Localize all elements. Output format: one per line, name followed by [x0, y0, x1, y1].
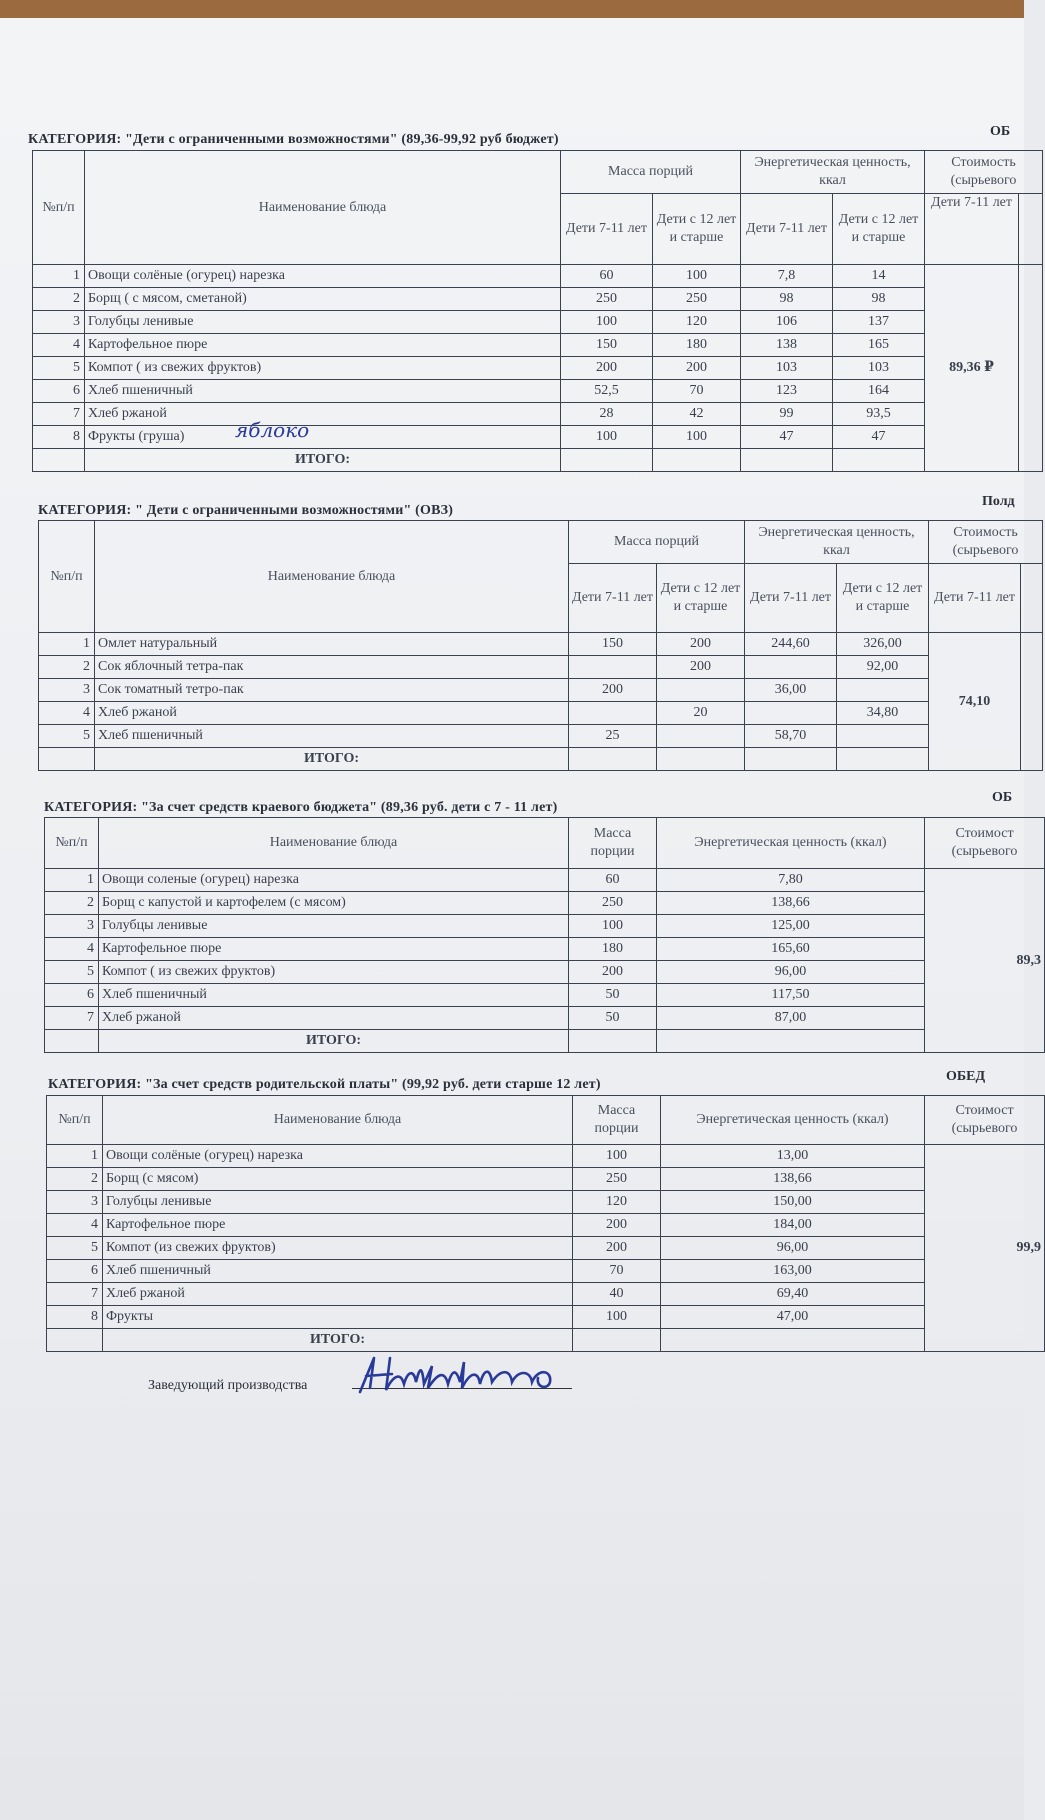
dish-name: Компот ( из свежих фруктов)	[99, 961, 569, 984]
table-edge	[0, 0, 1024, 18]
mass: 50	[569, 1007, 657, 1030]
mass: 200	[573, 1237, 661, 1260]
row-number: 6	[33, 380, 85, 403]
mass: 180	[569, 938, 657, 961]
total-row	[39, 748, 1043, 771]
energy: 87,00	[657, 1007, 925, 1030]
mass: 60	[569, 869, 657, 892]
col-cost-extra	[1019, 194, 1043, 265]
energy: 150,00	[661, 1191, 925, 1214]
mass-age1: 200	[569, 679, 657, 702]
section-2-table	[38, 520, 1043, 771]
energy: 13,00	[661, 1145, 925, 1168]
row-number: 3	[47, 1191, 103, 1214]
table-row	[45, 892, 1045, 915]
table-row	[39, 725, 1043, 748]
total-label: ИТОГО:	[99, 1030, 569, 1053]
energy: 96,00	[657, 961, 925, 984]
energy: 96,00	[661, 1237, 925, 1260]
row-number: 6	[47, 1260, 103, 1283]
table-row	[39, 633, 1043, 656]
manager-label: Заведующий производства	[148, 1378, 308, 1393]
total-row	[33, 449, 1043, 472]
row-number: 2	[47, 1168, 103, 1191]
cost-value: 89,36 ₽	[925, 265, 1019, 472]
mass: 200	[573, 1214, 661, 1237]
table-row	[47, 1168, 1045, 1191]
energy-age1: 244,60	[745, 633, 837, 656]
energy-age1: 123	[741, 380, 833, 403]
row-number: 5	[45, 961, 99, 984]
cost-value: 99,9	[925, 1145, 1045, 1352]
mass: 50	[569, 984, 657, 1007]
dish-name: Картофельное пюре	[99, 938, 569, 961]
energy: 125,00	[657, 915, 925, 938]
total-row	[45, 1030, 1045, 1053]
dish-name: Хлеб ржаной	[85, 403, 561, 426]
mass: 70	[573, 1260, 661, 1283]
col-energy-header: Энергетическая ценность (ккал)	[657, 818, 925, 869]
row-number: 2	[33, 288, 85, 311]
row-number: 5	[47, 1237, 103, 1260]
col-mass-age2: Дети с 12 лет и старше	[653, 194, 741, 265]
energy-age1: 98	[741, 288, 833, 311]
mass-age1: 100	[561, 426, 653, 449]
mass-age2: 42	[653, 403, 741, 426]
energy: 163,00	[661, 1260, 925, 1283]
table-row	[47, 1191, 1045, 1214]
col-num-header: №п/п	[45, 818, 99, 869]
col-mass-header: Масса порции	[569, 818, 657, 869]
mass: 250	[573, 1168, 661, 1191]
table-row	[33, 265, 1043, 288]
mass-age1: 100	[561, 311, 653, 334]
section-1-meal-label: ОБ	[990, 124, 1011, 139]
energy-age2: 92,00	[837, 656, 929, 679]
table-row	[45, 869, 1045, 892]
total-num	[33, 449, 85, 472]
table-row	[33, 426, 1043, 449]
dish-name: Борщ (с мясом)	[103, 1168, 573, 1191]
col-energy-age1: Дети 7-11 лет	[745, 564, 837, 633]
col-num-header: №п/п	[33, 151, 85, 265]
dish-name: Сок яблочный тетра-пак	[95, 656, 569, 679]
total-energy	[661, 1329, 925, 1352]
row-number: 4	[33, 334, 85, 357]
dish-name: Борщ ( с мясом, сметаной)	[85, 288, 561, 311]
dish-name: Хлеб пшеничный	[95, 725, 569, 748]
col-energy-header: Энергетическая ценность (ккал)	[661, 1096, 925, 1145]
dish-name: Хлеб ржаной	[95, 702, 569, 725]
mass-age2: 20	[657, 702, 745, 725]
energy-age2: 34,80	[837, 702, 929, 725]
energy-age1: 36,00	[745, 679, 837, 702]
mass: 100	[569, 915, 657, 938]
energy-age1: 58,70	[745, 725, 837, 748]
row-number: 8	[33, 426, 85, 449]
cost-extra	[1021, 633, 1043, 771]
row-number: 5	[33, 357, 85, 380]
dish-name: Компот ( из свежих фруктов)	[85, 357, 561, 380]
section-3-title: КАТЕГОРИЯ: "За счет средств краевого бюджета" (89,36 руб. дети с 7 - 11 лет)	[44, 800, 558, 815]
dish-name: Компот (из свежих фруктов)	[103, 1237, 573, 1260]
energy: 47,00	[661, 1306, 925, 1329]
total-mass-age2	[653, 449, 741, 472]
mass-age2: 100	[653, 426, 741, 449]
mass: 100	[573, 1145, 661, 1168]
table-row	[39, 656, 1043, 679]
table-row	[33, 357, 1043, 380]
row-number: 5	[39, 725, 95, 748]
handwritten-correction: яблоко	[235, 418, 310, 442]
row-number: 7	[33, 403, 85, 426]
energy: 69,40	[661, 1283, 925, 1306]
energy: 138,66	[657, 892, 925, 915]
col-energy-header: Энергетическая ценность, ккал	[741, 151, 925, 194]
dish-name: Хлеб ржаной	[99, 1007, 569, 1030]
mass-age2	[657, 725, 745, 748]
energy-age2: 93,5	[833, 403, 925, 426]
table-row	[39, 679, 1043, 702]
total-label: ИТОГО:	[103, 1329, 573, 1352]
col-cost-age1: Дети 7-11 лет	[925, 194, 1019, 265]
mass-age2: 250	[653, 288, 741, 311]
row-number: 1	[39, 633, 95, 656]
total-energy-age1	[741, 449, 833, 472]
col-cost-header: Стоимост (сырьевого	[925, 1096, 1045, 1145]
table-row	[47, 1214, 1045, 1237]
row-number: 2	[45, 892, 99, 915]
energy-age2: 47	[833, 426, 925, 449]
energy: 117,50	[657, 984, 925, 1007]
section-1-table	[32, 150, 1043, 472]
dish-name: Голубцы ленивые	[99, 915, 569, 938]
col-energy-age2: Дети с 12 лет и старше	[837, 564, 929, 633]
section-4-meal-label: ОБЕД	[946, 1069, 986, 1084]
table-row	[33, 403, 1043, 426]
mass-age2: 200	[657, 656, 745, 679]
table-row	[33, 288, 1043, 311]
energy-age2: 98	[833, 288, 925, 311]
row-number: 6	[45, 984, 99, 1007]
mass-age1	[569, 702, 657, 725]
section-2-title: КАТЕГОРИЯ: " Дети с ограниченными возможностями" (ОВЗ)	[38, 503, 454, 518]
total-label: ИТОГО:	[95, 748, 569, 771]
cost-value: 74,10	[929, 633, 1021, 771]
row-number: 8	[47, 1306, 103, 1329]
table-row	[47, 1260, 1045, 1283]
table-row	[33, 380, 1043, 403]
row-number: 7	[47, 1283, 103, 1306]
energy-age2	[837, 725, 929, 748]
table-row	[47, 1283, 1045, 1306]
table-row	[47, 1145, 1045, 1168]
mass: 120	[573, 1191, 661, 1214]
section-4-table	[46, 1095, 1045, 1352]
energy-age1	[745, 702, 837, 725]
energy-age1: 47	[741, 426, 833, 449]
mass: 200	[569, 961, 657, 984]
section-3-meal-label: ОБ	[992, 790, 1013, 805]
energy: 138,66	[661, 1168, 925, 1191]
col-mass-header: Масса порций	[561, 151, 741, 194]
table-row	[47, 1237, 1045, 1260]
dish-name: Хлеб пшеничный	[99, 984, 569, 1007]
energy-age1: 7,8	[741, 265, 833, 288]
mass-age2: 200	[653, 357, 741, 380]
col-num-header: №п/п	[47, 1096, 103, 1145]
col-num-header: №п/п	[39, 521, 95, 633]
energy-age2: 14	[833, 265, 925, 288]
total-mass-age2	[657, 748, 745, 771]
mass-age1: 250	[561, 288, 653, 311]
dish-name: Борщ с капустой и картофелем (с мясом)	[99, 892, 569, 915]
dish-name: Овощи солёные (огурец) нарезка	[85, 265, 561, 288]
energy-age1: 106	[741, 311, 833, 334]
mass-age2: 120	[653, 311, 741, 334]
energy-age2	[837, 679, 929, 702]
col-cost-header: Стоимость (сырьевого	[925, 151, 1043, 194]
dish-name: Хлеб пшеничный	[85, 380, 561, 403]
col-name-header: Наименование блюда	[103, 1096, 573, 1145]
col-energy-age1: Дети 7-11 лет	[741, 194, 833, 265]
total-mass-age1	[569, 748, 657, 771]
dish-name: Овощи соленые (огурец) нарезка	[99, 869, 569, 892]
col-energy-header: Энергетическая ценность, ккал	[745, 521, 929, 564]
row-number: 4	[45, 938, 99, 961]
mass-age2: 200	[657, 633, 745, 656]
mass-age2: 100	[653, 265, 741, 288]
table-row	[45, 915, 1045, 938]
section-1-title: КАТЕГОРИЯ: "Дети с ограниченными возможностями" (89,36-99,92 руб бюджет)	[28, 132, 559, 147]
energy-age1	[745, 656, 837, 679]
row-number: 3	[39, 679, 95, 702]
dish-name: Картофельное пюре	[85, 334, 561, 357]
dish-name: Хлеб ржаной	[103, 1283, 573, 1306]
total-num	[39, 748, 95, 771]
mass: 40	[573, 1283, 661, 1306]
table-row	[45, 984, 1045, 1007]
mass-age1: 52,5	[561, 380, 653, 403]
energy-age2: 137	[833, 311, 925, 334]
col-name-header: Наименование блюда	[99, 818, 569, 869]
mass-age1: 60	[561, 265, 653, 288]
cost-value: 89,3	[925, 869, 1045, 1053]
total-mass-age1	[561, 449, 653, 472]
col-mass-header: Масса порций	[569, 521, 745, 564]
total-energy-age2	[837, 748, 929, 771]
mass: 250	[569, 892, 657, 915]
total-num	[47, 1329, 103, 1352]
mass-age1: 25	[569, 725, 657, 748]
row-number: 2	[39, 656, 95, 679]
col-cost-header: Стоимость (сырьевого	[929, 521, 1043, 564]
energy-age2: 326,00	[837, 633, 929, 656]
energy: 7,80	[657, 869, 925, 892]
energy-age2: 164	[833, 380, 925, 403]
energy-age2: 165	[833, 334, 925, 357]
dish-name: Фрукты	[103, 1306, 573, 1329]
dish-name: Фрукты (груша) яблоко	[85, 426, 561, 449]
table-row	[33, 334, 1043, 357]
mass-age2	[657, 679, 745, 702]
dish-name: Картофельное пюре	[103, 1214, 573, 1237]
mass-age1: 200	[561, 357, 653, 380]
energy-age1: 138	[741, 334, 833, 357]
col-mass-age2: Дети с 12 лет и старше	[657, 564, 745, 633]
section-4-title: КАТЕГОРИЯ: "За счет средств родительской платы" (99,92 руб. дети старше 12 лет)	[48, 1077, 601, 1092]
dish-name: Хлеб пшеничный	[103, 1260, 573, 1283]
table-row	[47, 1306, 1045, 1329]
energy-age1: 103	[741, 357, 833, 380]
col-mass-age1: Дети 7-11 лет	[561, 194, 653, 265]
table-row	[45, 938, 1045, 961]
dish-name: Голубцы ленивые	[103, 1191, 573, 1214]
dish-name: Омлет натуральный	[95, 633, 569, 656]
table-row	[39, 702, 1043, 725]
row-number: 1	[47, 1145, 103, 1168]
mass-age1: 150	[561, 334, 653, 357]
mass-age2: 180	[653, 334, 741, 357]
row-number: 3	[33, 311, 85, 334]
section-3-table	[44, 817, 1045, 1053]
mass-age2: 70	[653, 380, 741, 403]
row-number: 1	[45, 869, 99, 892]
total-energy-age1	[745, 748, 837, 771]
col-cost-extra	[1021, 564, 1043, 633]
col-cost-age1: Дети 7-11 лет	[929, 564, 1021, 633]
total-label: ИТОГО:	[85, 449, 561, 472]
total-num	[45, 1030, 99, 1053]
table-row	[45, 1007, 1045, 1030]
dish-name: Овощи солёные (огурец) нарезка	[103, 1145, 573, 1168]
row-number: 4	[39, 702, 95, 725]
row-number: 3	[45, 915, 99, 938]
section-2-meal-label: Полд	[982, 494, 1015, 509]
col-name-header: Наименование блюда	[95, 521, 569, 633]
signature	[352, 1348, 632, 1398]
mass-age1: 150	[569, 633, 657, 656]
total-energy	[657, 1030, 925, 1053]
mass-age1	[569, 656, 657, 679]
col-mass-header: Масса порции	[573, 1096, 661, 1145]
total-mass	[569, 1030, 657, 1053]
col-name-header: Наименование блюда	[85, 151, 561, 265]
col-cost-header: Стоимост (сырьевого	[925, 818, 1045, 869]
row-number: 1	[33, 265, 85, 288]
col-mass-age1: Дети 7-11 лет	[569, 564, 657, 633]
table-row	[45, 961, 1045, 984]
dish-name: Сок томатный тетро-пак	[95, 679, 569, 702]
dish-name: Голубцы ленивые	[85, 311, 561, 334]
cost-extra	[1019, 265, 1043, 472]
energy: 184,00	[661, 1214, 925, 1237]
table-row	[33, 311, 1043, 334]
col-energy-age2: Дети с 12 лет и старше	[833, 194, 925, 265]
row-number: 7	[45, 1007, 99, 1030]
energy-age1: 99	[741, 403, 833, 426]
mass-age1: 28	[561, 403, 653, 426]
row-number: 4	[47, 1214, 103, 1237]
total-energy-age2	[833, 449, 925, 472]
energy: 165,60	[657, 938, 925, 961]
mass: 100	[573, 1306, 661, 1329]
energy-age2: 103	[833, 357, 925, 380]
